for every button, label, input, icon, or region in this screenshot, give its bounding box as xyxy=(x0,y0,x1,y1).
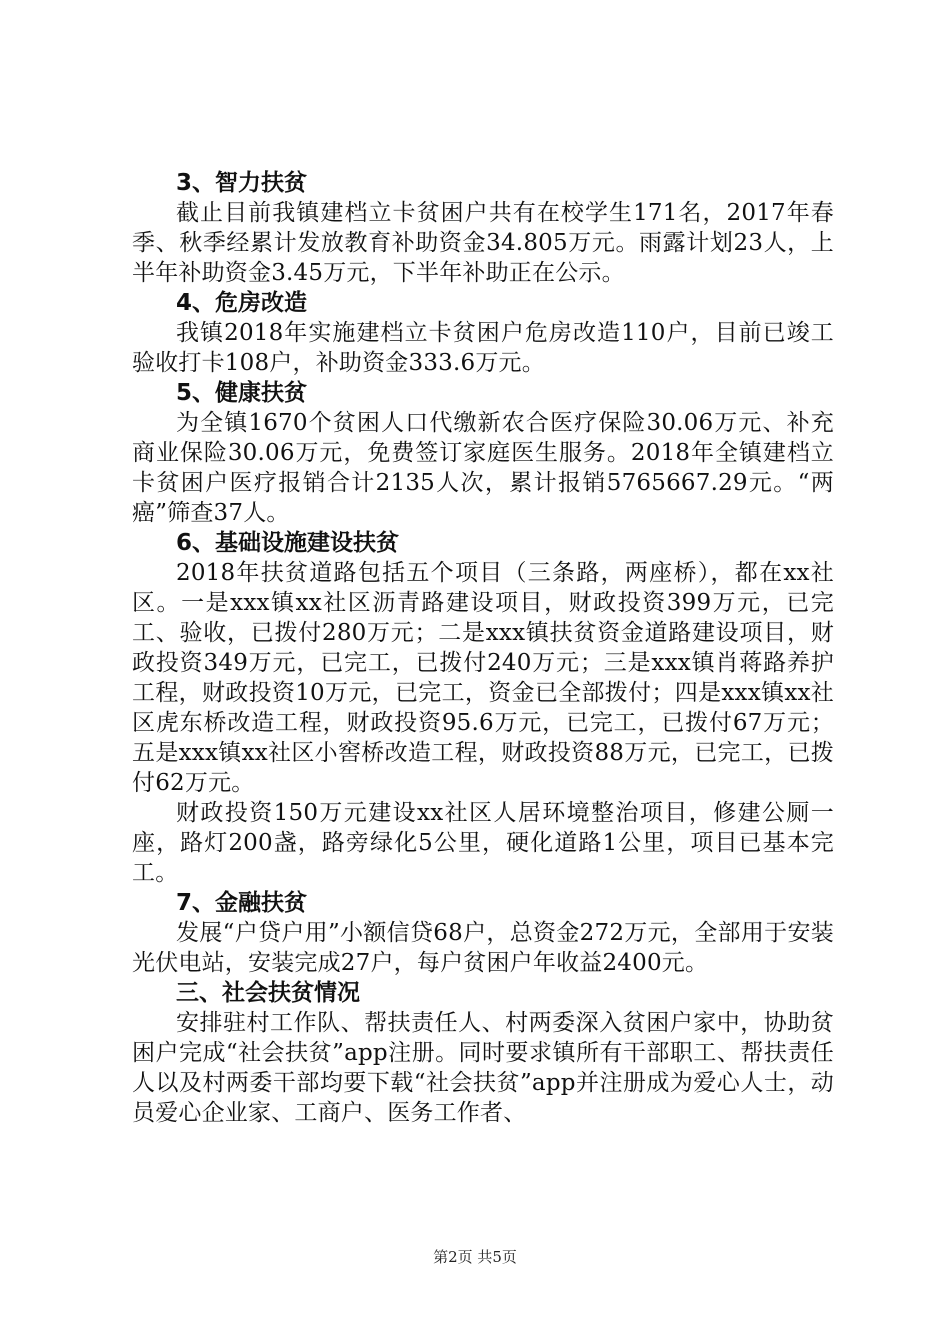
document-body xyxy=(132,168,834,1128)
paragraph: 财政投资150万元建设xx社区人居环境整治项目，修建公厕一座，路灯200盏，路旁绿化5公里，硬化道路1公里，项目已基本完工。 xyxy=(132,800,834,886)
section-heading: 三、社会扶贫情况 xyxy=(176,980,360,1006)
section-heading: 6、基础设施建设扶贫 xyxy=(176,530,400,556)
paragraph: 2018年扶贫道路包括五个项目（三条路，两座桥），都在xx社区。一是xxx镇xx社区沥青路建设项目，财政投资399万元，已完工、验收，已拨付280万元；二是xxx镇扶贫资金道路建设项目，财政投资349万元，已完工，已拨付240万元；三是xxx镇肖蒋路养护工程，财政投资10万元，已完工，资金已全部拨付；四是xxx镇xx社区虎东桥改造工程，财政投资95.6万元，已完工，已拨付67万元；五是xxx镇xx社区小窖桥改造工程，财政投资88万元，已完工，已拨付62万元。 xyxy=(132,560,834,796)
paragraph: 我镇2018年实施建档立卡贫困户危房改造110户，目前已竣工验收打卡108户，补助资金333.6万元。 xyxy=(132,320,834,376)
paragraph: 安排驻村工作队、帮扶责任人、村两委深入贫困户家中，协助贫困户完成“社会扶贫”app注册。同时要求镇所有干部职工、帮扶责任人以及村两委干部均要下载“社会扶贫”app并注册成为爱心人士，动员爱心企业家、工商户、医务工作者、 xyxy=(132,1010,834,1126)
page-number: 第2页 共5页 xyxy=(433,1248,517,1266)
paragraph: 截止目前我镇建档立卡贫困户共有在校学生171名，2017年春季、秋季经累计发放教育补助资金34.805万元。雨露计划23人，上半年补助资金3.45万元，下半年补助正在公示。 xyxy=(132,200,834,286)
section-heading: 3、智力扶贫 xyxy=(176,170,308,196)
section-heading: 4、危房改造 xyxy=(176,290,308,316)
section-heading: 5、健康扶贫 xyxy=(176,380,308,406)
section-heading: 7、金融扶贫 xyxy=(176,890,308,916)
paragraph: 为全镇1670个贫困人口代缴新农合医疗保险30.06万元、补充商业保险30.06万元，免费签订家庭医生服务。2018年全镇建档立卡贫困户医疗报销合计2135人次，累计报销5765667.29元。“两癌”筛查37人。 xyxy=(132,410,834,526)
page-footer xyxy=(0,1246,950,1267)
paragraph: 发展“户贷户用”小额信贷68户，总资金272万元，全部用于安装光伏电站，安装完成27户，每户贫困户年收益2400元。 xyxy=(132,920,834,976)
